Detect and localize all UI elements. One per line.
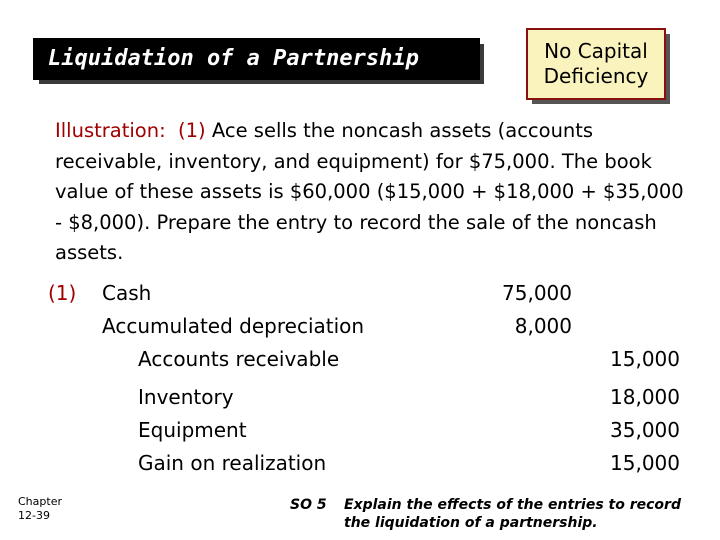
credit-gain-on-realization: 15,000 (610, 451, 680, 475)
account-accounts-receivable: Accounts receivable (138, 347, 340, 371)
credit-equipment: 35,000 (610, 418, 680, 442)
chapter-label: Chapter (18, 495, 62, 508)
badge-line-2: Deficiency (543, 64, 649, 88)
chapter-page: 12-39 (18, 509, 50, 522)
debit-cash: 75,000 (502, 281, 572, 305)
study-objective-text: Explain the effects of the entries to record the liquidation of a partnership. (344, 497, 681, 531)
account-gain-on-realization: Gain on realization (138, 451, 327, 475)
illustration-text: Ace sells the noncash assets (accounts receivable, inventory, and equipment) for $75,000. The book value of these assets is $60,000 ($15,000 + $18,000 + $35,000 - $8,000). Prepare the entry to record the sale of the noncash assets. (55, 119, 684, 264)
credit-accounts-receivable: 15,000 (610, 347, 680, 371)
account-cash: Cash (102, 281, 152, 305)
debit-accumulated-depreciation: 8,000 (514, 314, 572, 338)
slide-title: Liquidation of a Partnership (48, 46, 419, 71)
study-objective-label: SO 5 (290, 497, 327, 513)
account-inventory: Inventory (138, 385, 234, 409)
no-capital-deficiency-badge (526, 28, 666, 100)
chapter-reference (18, 495, 62, 523)
slide-title-bar (33, 38, 480, 80)
illustration-label: Illustration: (55, 119, 166, 142)
illustration-number: (1) (178, 119, 206, 142)
credit-inventory: 18,000 (610, 385, 680, 409)
illustration-paragraph (55, 116, 695, 269)
study-objective (290, 496, 710, 532)
account-accumulated-depreciation: Accumulated depreciation (102, 314, 365, 338)
badge-line-1: No Capital (544, 39, 648, 63)
entry-number: (1) (48, 281, 77, 305)
account-equipment: Equipment (138, 418, 247, 442)
